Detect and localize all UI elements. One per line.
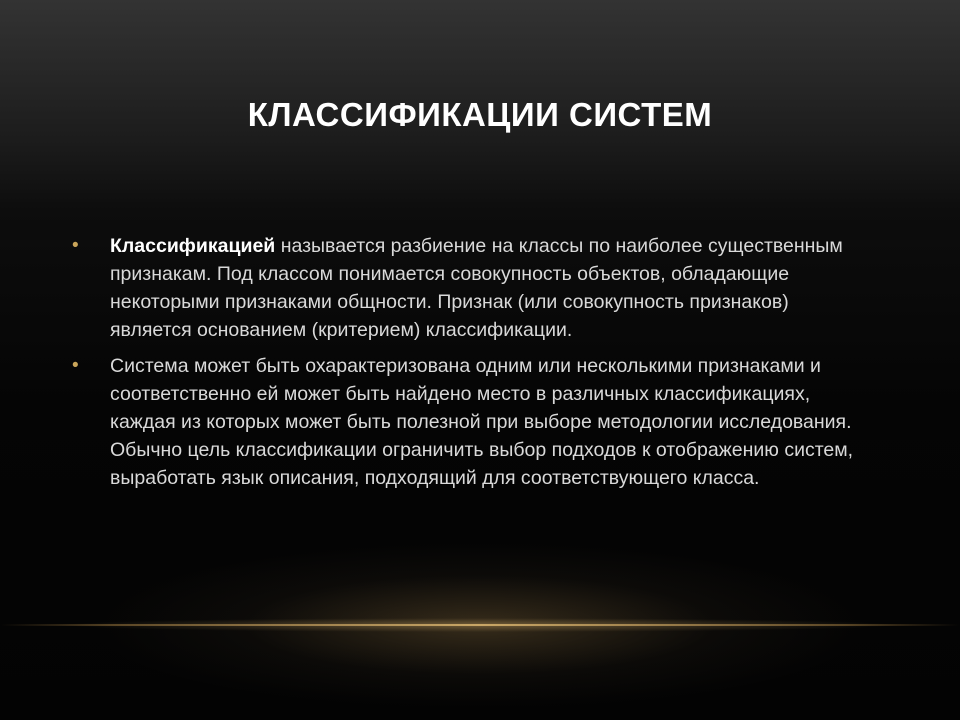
horizon-line bbox=[0, 624, 960, 626]
bullet-item-system-characterization bbox=[72, 352, 872, 492]
bold-term: Классификацией bbox=[110, 235, 276, 257]
bullet-list bbox=[72, 232, 872, 500]
bullet-item-classification-definition bbox=[72, 232, 872, 344]
bullet-marker: • bbox=[72, 355, 79, 376]
bullet-text: называется разбиение на классы по наиболее существенным признакам. Под классом понимается совокупность объектов, обладающие некоторыми признаками общности. Признак (или совокупность признаков) является основанием (критерием) классификации. bbox=[110, 235, 843, 341]
slide-title: КЛАССИФИКАЦИИ СИСТЕМ bbox=[247, 96, 713, 133]
bullet-text: Система может быть охарактеризована одним или несколькими признаками и соответственно ей может быть найдено место в различных классификациях, каждая из которых может быть полезной при выборе методологии исследования. Обычно цель классификации ограничить выбор подходов к отображению систем, выработать язык описания, подходящий для соответствующего класса. bbox=[110, 355, 854, 489]
bullet-marker: • bbox=[72, 235, 79, 256]
